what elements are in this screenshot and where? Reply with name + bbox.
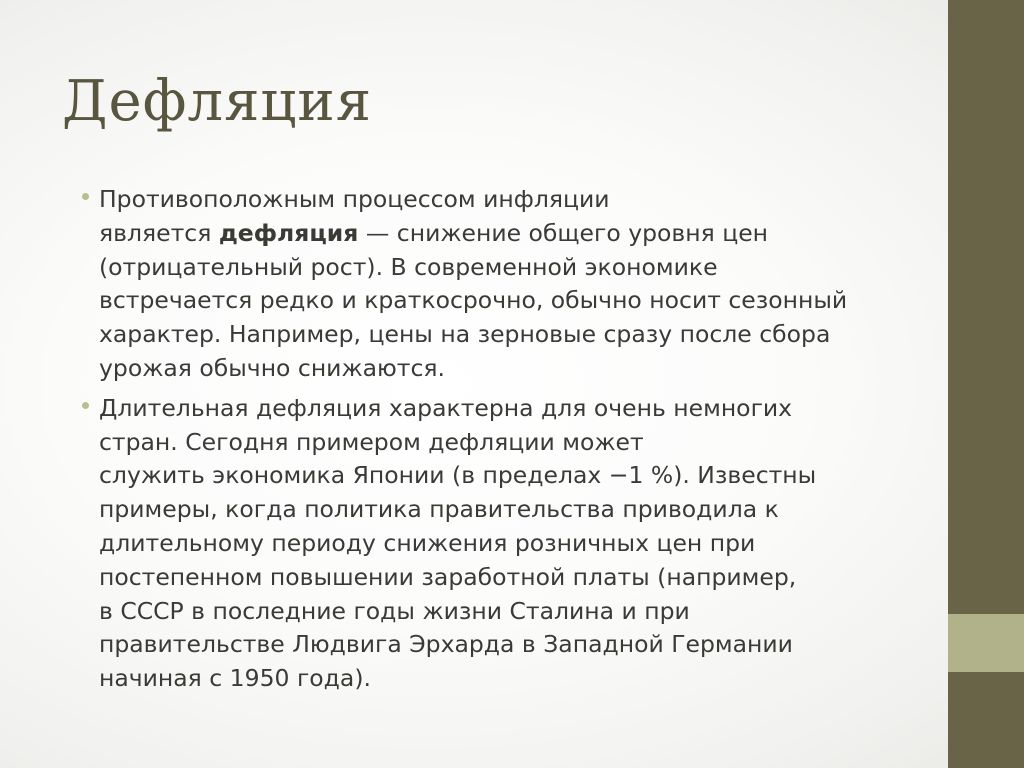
text-line: примеры, когда политика правительства приводила к [99,495,779,524]
text-line: длительному периоду снижения розничных цен при [99,528,756,557]
text-line: встречается редко и краткосрочно, обычно носит сезонный [99,286,848,315]
bullet-item [99,183,929,386]
decorative-side-bar [948,0,1024,768]
text-line: начиная с 1950 года). [99,664,371,693]
text-line: характер. Например, цены на зерновые сразу после сбора [99,320,831,349]
text-line: в СССР в последние годы жизни Сталина и при [99,596,690,625]
side-bar-dark-segment [948,0,1024,614]
bullet-dot-icon [82,193,89,200]
text-line: (отрицательный рост). В современной экономике [99,252,718,281]
bullet-dot-icon [82,402,89,409]
bullet-text [99,392,929,696]
text-line: урожая обычно снижаются. [99,353,446,382]
text-line [99,217,929,251]
text-line: стран. Сегодня примером дефляции может [99,427,644,456]
bullet-item [99,392,929,696]
bullet-text [99,183,929,386]
defined-term: дефляция [218,218,359,247]
side-bar-bottom-segment [948,672,1024,768]
text-fragment: является [99,218,219,247]
text-line: Противоположным процессом инфляции [99,185,610,213]
text-line: правительстве Людвига Эрхарда в Западной Германии [99,630,793,659]
text-line: служить экономика Японии (в пределах −1 %). Известны [99,461,817,490]
text-line: постепенном повышении заработной платы (например, [99,562,797,591]
text-line: Длительная дефляция характерна для очень немногих [99,393,793,422]
text-fragment: — снижение общего уровня цен [358,218,769,247]
side-bar-light-segment [948,614,1024,672]
slide-title: Дефляция [62,69,373,134]
bullet-list [99,183,929,702]
